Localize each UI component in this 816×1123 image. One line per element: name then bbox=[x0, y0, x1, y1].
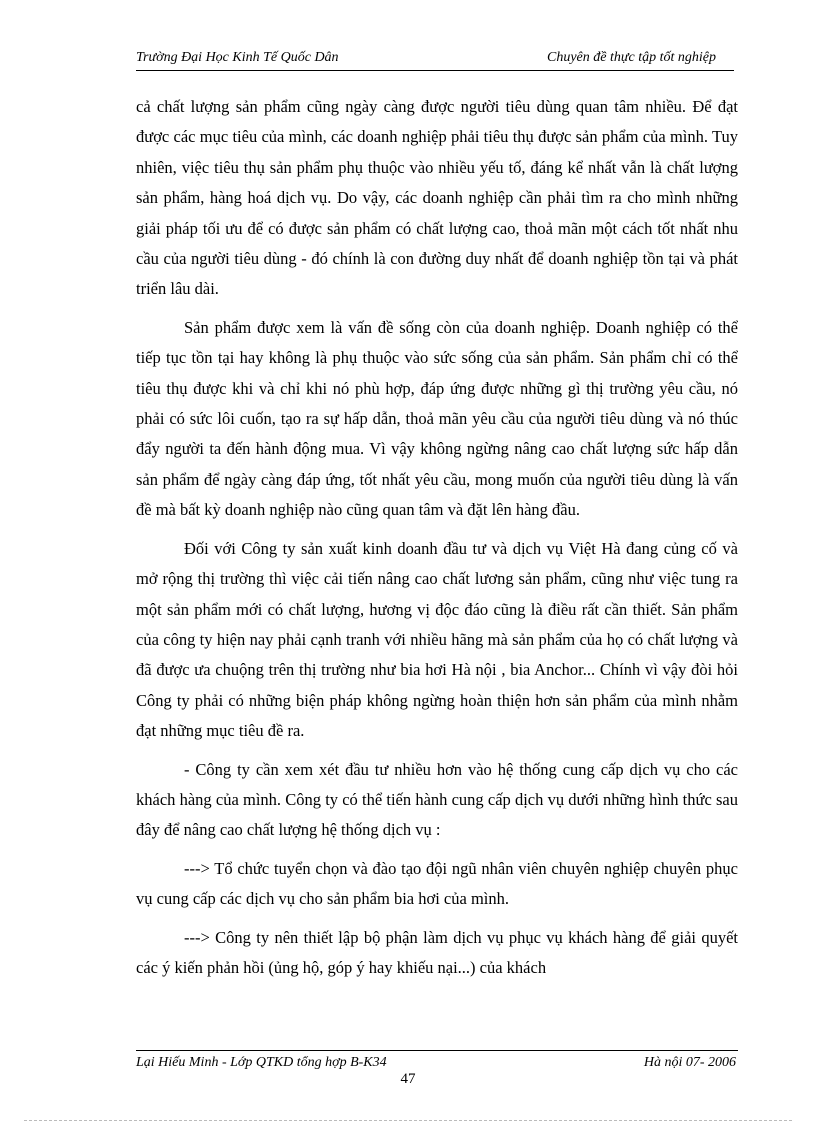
header-university: Trường Đại Học Kinh Tế Quốc Dân bbox=[136, 50, 339, 65]
paragraph-1: cả chất lượng sản phẩm cũng ngày càng được người tiêu dùng quan tâm nhiều. Để đạt được các mục tiêu của mình, các doanh nghiệp phải tiêu thụ được sản phẩm của mình. Tuy nhiên, việc tiêu thụ sản phẩm phụ thuộc vào nhiều yếu tố, đáng kể nhất vẫn là chất lượng sản phẩm, hàng hoá dịch vụ. Do vậy, các doanh nghiệp cần phải tìm ra cho mình những giải pháp tối ưu để có được sản phẩm có chất lượng cao, thoả mãn một cách tốt nhất nhu cầu của người tiêu dùng - đó chính là con đường duy nhất để doanh nghiệp tồn tại và phát triển lâu dài. bbox=[136, 97, 738, 299]
footer-author: Lại Hiếu Minh - Lớp QTKD tổng hợp B-K34 bbox=[136, 1055, 387, 1070]
header-document-type: Chuyên đề thực tập tốt nghiệp bbox=[547, 50, 716, 65]
page-edge-divider bbox=[24, 1120, 792, 1121]
paragraph-6: ---> Công ty nên thiết lập bộ phận làm dịch vụ phục vụ khách hàng để giải quyết các ý kiến phản hồi (ủng hộ, góp ý hay khiếu nại...) của khách bbox=[136, 927, 738, 977]
paragraph-2: Sản phẩm được xem là vấn đề sống còn của doanh nghiệp. Doanh nghiệp có thể tiếp tục tồn tại hay không là phụ thuộc vào sức sống của sản phẩm. Sản phẩm chỉ có thể tiêu thụ được khi và chỉ khi nó phù hợp, đáp ứng được những gì thị trường yêu cầu, nó phải có sức lôi cuốn, tạo ra sự hấp dẫn, thoả mãn yêu cầu của người tiêu dùng và nó thúc đẩy người ta đến hành động mua. Vì vậy không ngừng nâng cao chất lượng sức hấp dẫn sản phẩm để ngày càng đáp ứng, tốt nhất yêu cầu, mong muốn của người tiêu dùng là vấn đề mà bất kỳ doanh nghiệp nào cũng quan tâm và đặt lên hàng đầu. bbox=[136, 317, 738, 520]
footer-date: Hà nội 07- 2006 bbox=[643, 1055, 736, 1070]
paragraph-4: - Công ty cần xem xét đầu tư nhiều hơn vào hệ thống cung cấp dịch vụ cho các khách hàng của mình. Công ty có thể tiến hành cung cấp dịch vụ dưới những hình thức sau đây để nâng cao chất lượng hệ thống dịch vụ : bbox=[136, 759, 738, 840]
body-text bbox=[136, 92, 738, 991]
page-header bbox=[136, 48, 734, 71]
paragraph-3: Đối với Công ty sản xuất kinh doanh đầu tư và dịch vụ Việt Hà đang củng cố và mở rộng thị trường thì việc cải tiến nâng cao chất lương sản phẩm, cũng như việc tung ra một sản phẩm mới có chất lượng, hương vị độc đáo cũng là điều rất cần thiết. Sản phẩm của công ty hiện nay phải cạnh tranh với nhiều hãng mà sản phẩm của họ có chất lượng và đã được ưa chuộng trên thị trường như bia hơi Hà nội , bia Anchor... Chính vì vậy đòi hỏi Công ty phải có những biện pháp không ngừng hoàn thiện hơn sản phẩm của mình nhằm đạt những mục tiêu đề ra. bbox=[136, 538, 738, 741]
paragraph-5: ---> Tổ chức tuyển chọn và đào tạo đội ngũ nhân viên chuyên nghiệp chuyên phục vụ cung cấp các dịch vụ cho sản phẩm bia hơi của mình. bbox=[136, 858, 738, 909]
page-number: 47 bbox=[400, 1071, 416, 1087]
